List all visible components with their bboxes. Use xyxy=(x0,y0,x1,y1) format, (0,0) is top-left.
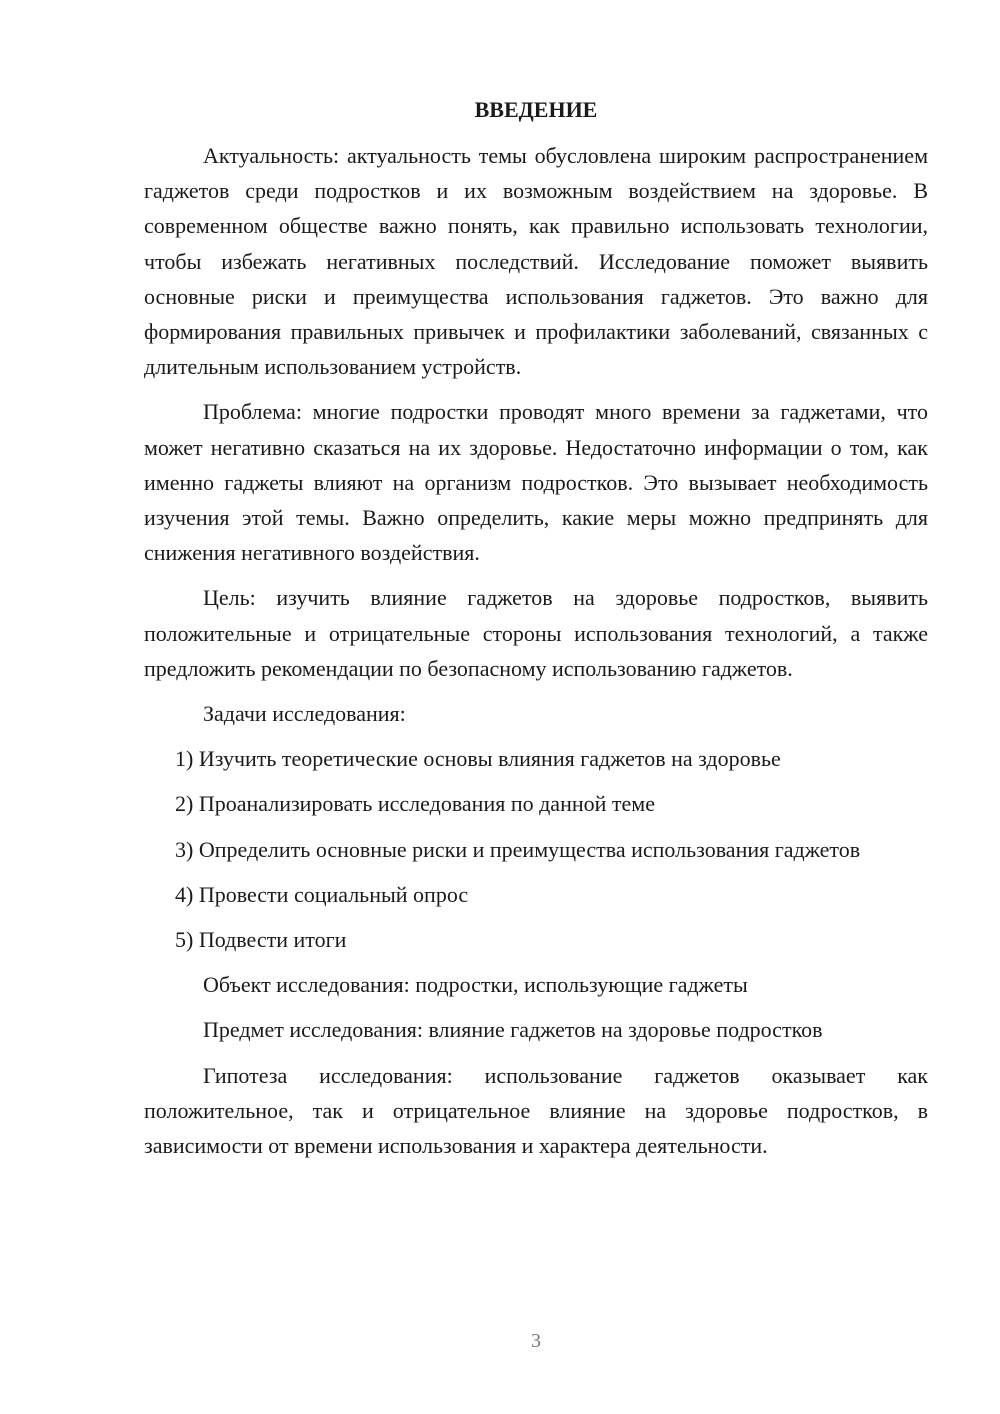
task-item-2: 2) Проанализировать исследования по данной теме xyxy=(175,791,655,817)
hypothesis-paragraph: Гипотеза исследования: использование гаджетов оказывает как положительное, так и отрицательное влияние на здоровье подростков, в зависимости от времени использования и характера деятельности. xyxy=(144,1062,928,1159)
goal-paragraph: Цель: изучить влияние гаджетов на здоровье подростков, выявить положительные и отрицательные стороны использования технологий, а также предложить рекомендации по безопасному использованию гаджетов. xyxy=(144,585,928,681)
task-item-3: 3) Определить основные риски и преимущества использования гаджетов xyxy=(175,836,861,862)
relevance-paragraph: Актуальность: актуальность темы обусловлена широким распространением гаджетов среди подростков и их возможным воздействием на здоровье. В современном обществе важно понять, как правильно использовать технологии, чтобы избежать негативных последствий. Исследование поможет выявить основные риски и преимущества использования гаджетов. Это важно для формирования правильных привычек и профилактики заболеваний, связанных с длительным использованием устройств. xyxy=(144,143,928,380)
tasks-title: Задачи исследования: xyxy=(203,701,406,727)
object-paragraph: Объект исследования: подростки, использующие гаджеты xyxy=(203,972,748,998)
subject-paragraph: Предмет исследования: влияние гаджетов на здоровье подростков xyxy=(203,1017,823,1043)
task-item-4: 4) Провести социальный опрос xyxy=(175,881,469,907)
page-number: 3 xyxy=(531,1330,541,1352)
problem-paragraph: Проблема: многие подростки проводят много времени за гаджетами, что может негативно сказаться на их здоровье. Недостаточно информации о том, как именно гаджеты влияют на организм подростков. Это вызывает необходимость изучения этой темы. Важно определить, какие меры можно предпринять для снижения негативного воздействия. xyxy=(144,399,928,566)
document-page xyxy=(144,94,928,1173)
page-title: ВВЕДЕНИЕ xyxy=(474,97,598,122)
task-item-1: 1) Изучить теоретические основы влияния гаджетов на здоровье xyxy=(175,746,781,772)
task-item-5: 5) Подвести итоги xyxy=(175,927,347,953)
